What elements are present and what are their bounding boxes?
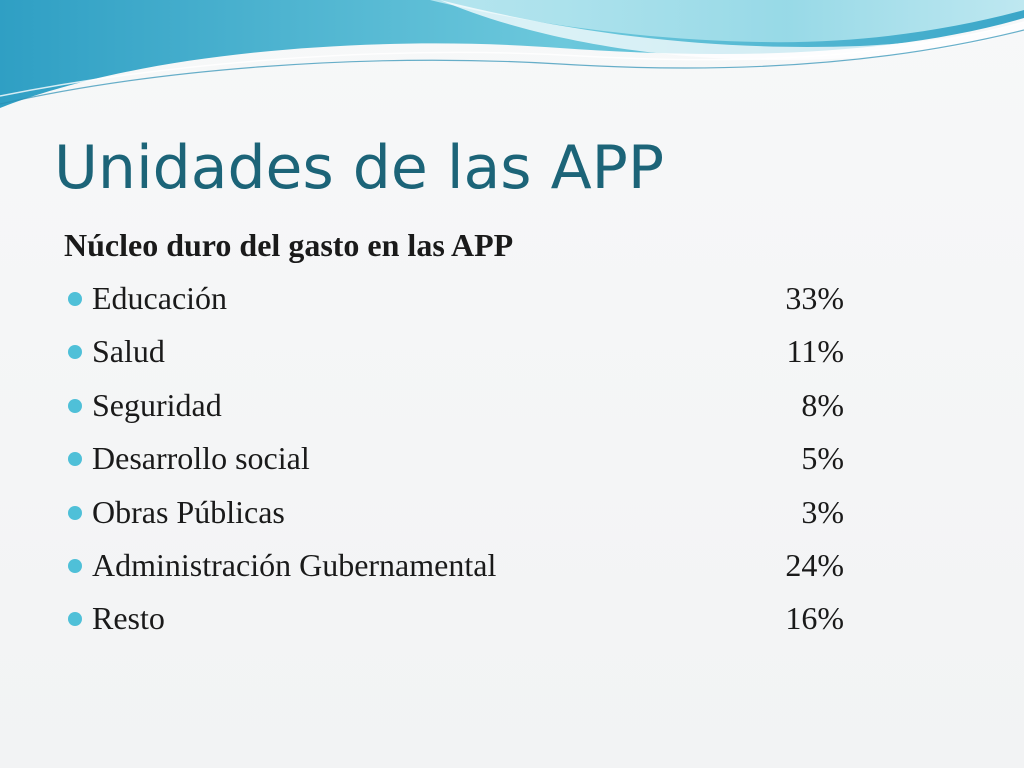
item-label: Educación — [92, 280, 228, 316]
bullet-icon — [68, 506, 82, 520]
bullet-icon — [68, 612, 82, 626]
bullet-icon — [68, 452, 82, 466]
item-value: 11% — [786, 333, 844, 370]
item-value: 5% — [801, 440, 844, 477]
bullet-icon — [68, 399, 82, 413]
item-value: 16% — [785, 600, 844, 637]
item-value: 3% — [801, 493, 844, 530]
list-item — [64, 539, 864, 592]
list-item — [64, 379, 864, 432]
list-item — [64, 432, 864, 485]
slide-title: Unidades de las APP — [54, 133, 665, 203]
item-label: Resto — [92, 600, 165, 637]
item-label: Administración Gubernamental — [92, 546, 497, 583]
item-value: 24% — [785, 546, 844, 583]
list-item — [64, 486, 864, 539]
bullet-icon — [68, 292, 82, 306]
item-value: 33% — [785, 280, 844, 316]
item-label: Obras Públicas — [92, 493, 285, 530]
item-label: Desarrollo social — [92, 440, 310, 477]
item-value: 8% — [801, 386, 844, 423]
bullet-icon — [68, 559, 82, 573]
spending-list — [64, 272, 864, 646]
list-item — [64, 325, 864, 378]
list-item — [64, 592, 864, 645]
list-item — [64, 272, 864, 325]
item-label: Seguridad — [92, 386, 222, 423]
bullet-icon — [68, 345, 82, 359]
item-label: Salud — [92, 333, 165, 370]
slide-subtitle: Núcleo duro del gasto en las APP — [64, 227, 514, 263]
wave-header-decoration — [0, 0, 1024, 120]
